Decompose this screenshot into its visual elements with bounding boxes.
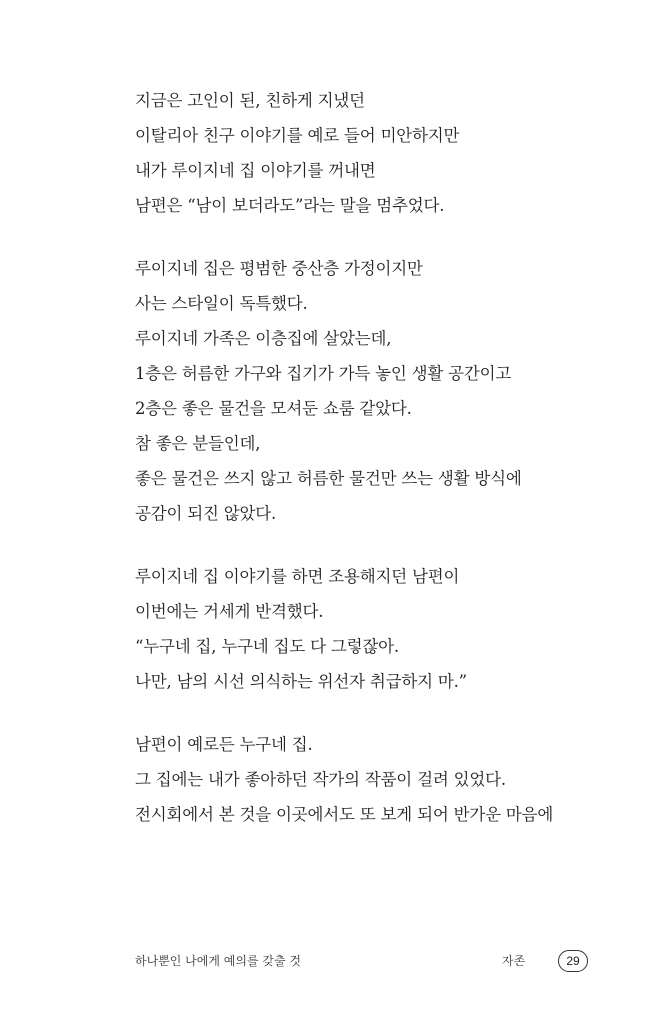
book-title: 하나뿐인 나에게 예의를 갖출 것 — [135, 954, 301, 968]
paragraph-3 — [135, 559, 635, 699]
text-line: “누구네 집, 누구네 집도 다 그렇잖아. — [135, 637, 399, 656]
text-line: 남편은 “남이 보더라도”라는 말을 멈추었다. — [135, 196, 445, 215]
text-line: 좋은 물건은 쓰지 않고 허름한 물건만 쓰는 생활 방식에 — [135, 469, 522, 488]
text-line: 이탈리아 친구 이야기를 예로 들어 미안하지만 — [135, 126, 460, 145]
text-line: 공감이 되진 않았다. — [135, 504, 277, 523]
text-line: 이번에는 거세게 반격했다. — [135, 602, 324, 621]
text-line: 2층은 좋은 물건을 모셔둔 쇼룸 같았다. — [135, 399, 412, 418]
text-line: 나만, 남의 시선 의식하는 위선자 취급하지 마.” — [135, 672, 467, 691]
text-line: 전시회에서 본 것을 이곳에서도 또 보게 되어 반가운 마음에 — [135, 805, 554, 824]
text-line: 사는 스타일이 독특했다. — [135, 294, 308, 313]
text-line: 내가 루이지네 집 이야기를 꺼내면 — [135, 161, 376, 180]
paragraph-1 — [135, 83, 635, 223]
text-line: 참 좋은 분들인데, — [135, 434, 261, 453]
paragraph-2 — [135, 251, 635, 531]
page-number: 29 — [558, 950, 588, 972]
text-line: 루이지네 가족은 이층집에 살았는데, — [135, 329, 392, 348]
text-line: 지금은 고인이 된, 친하게 지냈던 — [135, 91, 365, 110]
section-label: 자존 — [502, 954, 526, 968]
text-line: 루이지네 집 이야기를 하면 조용해지던 남편이 — [135, 567, 460, 586]
text-line: 그 집에는 내가 좋아하던 작가의 작품이 걸려 있었다. — [135, 770, 506, 789]
body-text — [135, 83, 635, 860]
paragraph-4 — [135, 727, 635, 832]
page-footer — [0, 950, 663, 974]
text-line: 남편이 예로든 누구네 집. — [135, 735, 313, 754]
text-line: 루이지네 집은 평범한 중산층 가정이지만 — [135, 259, 423, 278]
text-line: 1층은 허름한 가구와 집기가 가득 놓인 생활 공간이고 — [135, 364, 512, 383]
